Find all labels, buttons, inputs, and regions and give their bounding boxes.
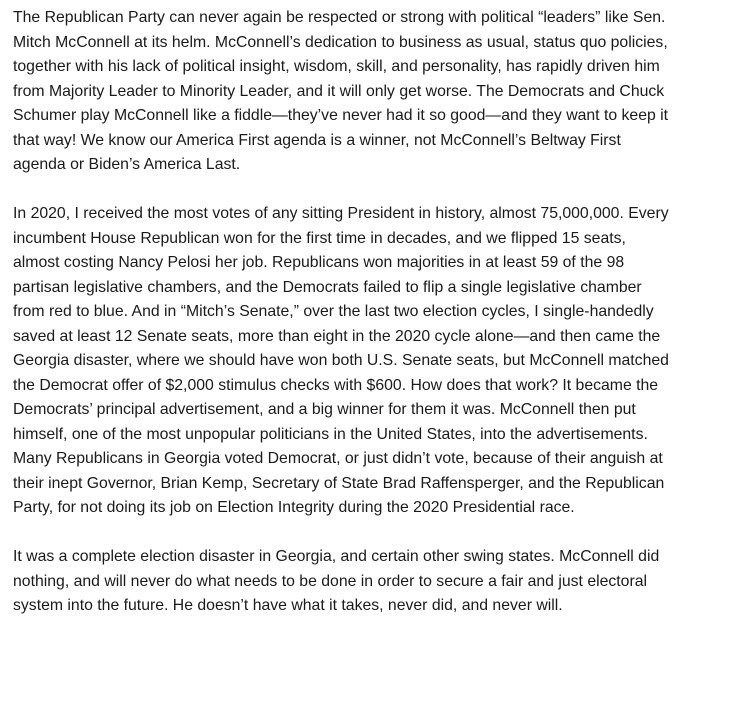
paragraph-line: Mitch McConnell at its helm. McConnell’s dedication to business as usual, status quo policies, (13, 33, 668, 51)
paragraph-line: agenda or Biden’s America Last. (13, 156, 241, 173)
paragraph-line: The Republican Party can never again be respected or strong with political “leaders” like Sen. (13, 9, 666, 26)
paragraph-line: saved at least 12 Senate seats, more than eight in the 2020 cycle alone—and then came the (13, 327, 661, 345)
paragraph-line: It was a complete election disaster in Georgia, and certain other swing states. McConnell did (13, 548, 660, 565)
paragraph-line: the Democrat offer of $2,000 stimulus checks with $600. How does that work? It became the (13, 376, 659, 394)
paragraph-line: Georgia disaster, where we should have won both U.S. Senate seats, but McConnell matched (13, 352, 669, 369)
paragraph-2 (13, 202, 749, 521)
paragraph-line: system into the future. He doesn’t have what it takes, never did, and never will. (13, 597, 563, 614)
paragraph-line: Many Republicans in Georgia voted Democrat, or just didn’t vote, because of their anguish at (13, 450, 663, 467)
paragraph-line: from red to blue. And in “Mitch’s Senate,” over the last two election cycles, I single-handedly (13, 303, 654, 320)
paragraph-line: almost costing Nancy Pelosi her job. Republicans won majorities in at least 59 of the 98 (13, 254, 625, 271)
paragraph-line: that way! We know our America First agenda is a winner, not McConnell’s Beltway First (13, 131, 621, 149)
paragraph-line: Democrats’ principal advertisement, and a big winner for them it was. McConnell then put (13, 401, 636, 418)
paragraph-3 (13, 545, 749, 619)
paragraph-line: incumbent House Republican won for the first time in decades, and we flipped 15 seats, (13, 229, 626, 247)
paragraph-line: himself, one of the most unpopular politicians in the United States, into the advertisements. (13, 425, 648, 443)
paragraph-line: In 2020, I received the most votes of any sitting President in history, almost 75,000,000. Every (13, 205, 669, 222)
paragraph-line: Party, for not doing its job on Election Integrity during the 2020 Presidential race. (13, 499, 575, 516)
paragraph-line: together with his lack of political insight, wisdom, skill, and personality, has rapidly driven him (13, 58, 660, 75)
statement-document (13, 6, 749, 619)
paragraph-line: from Majority Leader to Minority Leader, and it will only get worse. The Democrats and Chuck (13, 82, 665, 100)
paragraph-1 (13, 6, 749, 178)
paragraph-line: Schumer play McConnell like a fiddle—they’ve never had it so good—and they want to keep it (13, 107, 669, 124)
paragraph-line: nothing, and will never do what needs to be done in order to secure a fair and just electoral (13, 572, 648, 590)
paragraph-line: partisan legislative chambers, and the Democrats failed to flip a single legislative chamber (13, 278, 642, 296)
paragraph-line: their inept Governor, Brian Kemp, Secretary of State Brad Raffensperger, and the Republican (13, 474, 665, 492)
